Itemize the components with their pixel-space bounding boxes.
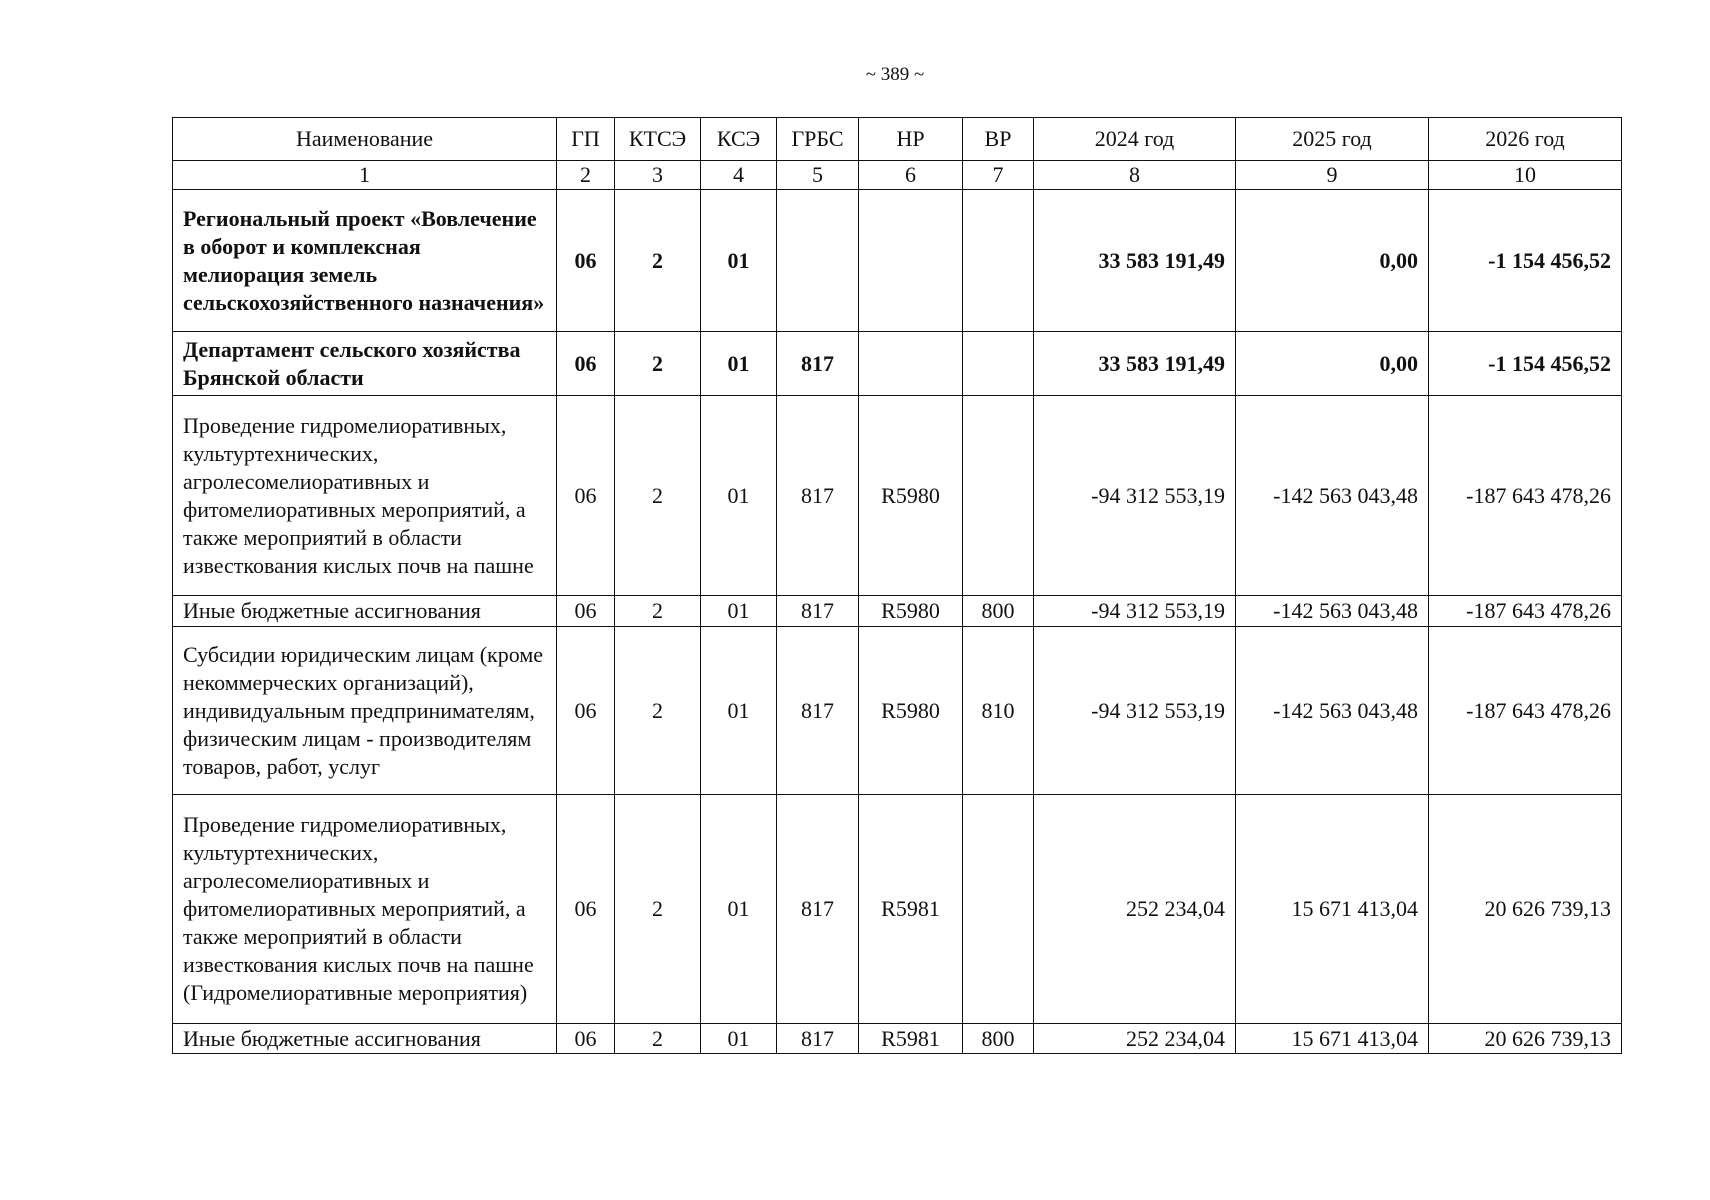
cell-2024: -94 312 553,19: [1034, 396, 1236, 596]
row-name: Проведение гидромелиоративных, культуртехнических, агролесомелиоративных и фитомелиоративных мероприятий, а также мероприятий в области известкования кислых почв на пашне: [173, 396, 557, 596]
cell-grbs: 817: [777, 627, 859, 795]
cell-2026: 20 626 739,13: [1429, 1024, 1622, 1054]
column-number: 1: [173, 161, 557, 190]
header-2024: 2024 год: [1034, 118, 1236, 161]
cell-grbs: 817: [777, 596, 859, 627]
header-gp: ГП: [557, 118, 615, 161]
header-ktse: КТСЭ: [615, 118, 701, 161]
column-number: 10: [1429, 161, 1622, 190]
cell-2024: -94 312 553,19: [1034, 627, 1236, 795]
header-nr: НР: [859, 118, 963, 161]
cell-vr: [963, 795, 1034, 1024]
cell-nr: R5981: [859, 1024, 963, 1054]
header-kse: КСЭ: [701, 118, 777, 161]
cell-grbs: 817: [777, 332, 859, 396]
column-number: 4: [701, 161, 777, 190]
cell-gp: 06: [557, 627, 615, 795]
cell-gp: 06: [557, 596, 615, 627]
cell-2025: -142 563 043,48: [1236, 596, 1429, 627]
column-number: 2: [557, 161, 615, 190]
cell-gp: 06: [557, 332, 615, 396]
cell-2026: -1 154 456,52: [1429, 332, 1622, 396]
cell-kse: 01: [701, 332, 777, 396]
cell-ktse: 2: [615, 332, 701, 396]
cell-gp: 06: [557, 795, 615, 1024]
row-name: Иные бюджетные ассигнования: [173, 596, 557, 627]
cell-2026: -187 643 478,26: [1429, 627, 1622, 795]
cell-2025: 15 671 413,04: [1236, 795, 1429, 1024]
page-number: ~ 389 ~: [865, 64, 925, 85]
row-name: Иные бюджетные ассигнования: [173, 1024, 557, 1054]
header-row: [173, 118, 1622, 161]
cell-nr: R5981: [859, 795, 963, 1024]
cell-2025: 0,00: [1236, 190, 1429, 332]
cell-kse: 01: [701, 795, 777, 1024]
cell-gp: 06: [557, 396, 615, 596]
table-row: [173, 332, 1622, 396]
cell-2025: -142 563 043,48: [1236, 396, 1429, 596]
table-row: [173, 627, 1622, 795]
table-row: [173, 396, 1622, 596]
cell-2026: 20 626 739,13: [1429, 795, 1622, 1024]
cell-ktse: 2: [615, 190, 701, 332]
column-number: 6: [859, 161, 963, 190]
cell-vr: 800: [963, 596, 1034, 627]
cell-2024: -94 312 553,19: [1034, 596, 1236, 627]
cell-2025: -142 563 043,48: [1236, 627, 1429, 795]
cell-2025: 0,00: [1236, 332, 1429, 396]
column-number: 3: [615, 161, 701, 190]
cell-nr: [859, 190, 963, 332]
header-vr: ВР: [963, 118, 1034, 161]
header-grbs: ГРБС: [777, 118, 859, 161]
cell-ktse: 2: [615, 795, 701, 1024]
cell-vr: 810: [963, 627, 1034, 795]
cell-2025: 15 671 413,04: [1236, 1024, 1429, 1054]
cell-grbs: [777, 190, 859, 332]
cell-gp: 06: [557, 190, 615, 332]
row-name: Субсидии юридическим лицам (кроме некоммерческих организаций), индивидуальным предпринимателям, физическим лицам - производителям товаров, работ, услуг: [173, 627, 557, 795]
cell-kse: 01: [701, 190, 777, 332]
cell-grbs: 817: [777, 1024, 859, 1054]
cell-grbs: 817: [777, 396, 859, 596]
column-number-row: [173, 161, 1622, 190]
cell-2024: 33 583 191,49: [1034, 190, 1236, 332]
cell-2026: -187 643 478,26: [1429, 596, 1622, 627]
header-2026: 2026 год: [1429, 118, 1622, 161]
cell-ktse: 2: [615, 396, 701, 596]
cell-kse: 01: [701, 627, 777, 795]
cell-gp: 06: [557, 1024, 615, 1054]
cell-vr: [963, 190, 1034, 332]
column-number: 5: [777, 161, 859, 190]
header-name: Наименование: [173, 118, 557, 161]
cell-2026: -1 154 456,52: [1429, 190, 1622, 332]
cell-ktse: 2: [615, 627, 701, 795]
cell-nr: R5980: [859, 627, 963, 795]
row-name: Проведение гидромелиоративных, культуртехнических, агролесомелиоративных и фитомелиоративных мероприятий, а также мероприятий в области известкования кислых почв на пашне (Гидромелиоративные мероприятия): [173, 795, 557, 1024]
cell-2024: 252 234,04: [1034, 795, 1236, 1024]
table-row: [173, 1024, 1622, 1054]
row-name: Региональный проект «Вовлечение в оборот и комплексная мелиорация земель сельскохозяйственного назначения»: [173, 190, 557, 332]
cell-nr: [859, 332, 963, 396]
budget-table: [172, 117, 1622, 1054]
cell-nr: R5980: [859, 396, 963, 596]
cell-kse: 01: [701, 1024, 777, 1054]
cell-2024: 252 234,04: [1034, 1024, 1236, 1054]
table-row: [173, 190, 1622, 332]
cell-kse: 01: [701, 596, 777, 627]
cell-2026: -187 643 478,26: [1429, 396, 1622, 596]
cell-2024: 33 583 191,49: [1034, 332, 1236, 396]
cell-nr: R5980: [859, 596, 963, 627]
cell-ktse: 2: [615, 596, 701, 627]
row-name: Департамент сельского хозяйства Брянской области: [173, 332, 557, 396]
cell-vr: [963, 332, 1034, 396]
cell-vr: [963, 396, 1034, 596]
column-number: 7: [963, 161, 1034, 190]
table-row: [173, 596, 1622, 627]
cell-ktse: 2: [615, 1024, 701, 1054]
cell-kse: 01: [701, 396, 777, 596]
cell-grbs: 817: [777, 795, 859, 1024]
cell-vr: 800: [963, 1024, 1034, 1054]
header-2025: 2025 год: [1236, 118, 1429, 161]
column-number: 9: [1236, 161, 1429, 190]
column-number: 8: [1034, 161, 1236, 190]
table-row: [173, 795, 1622, 1024]
